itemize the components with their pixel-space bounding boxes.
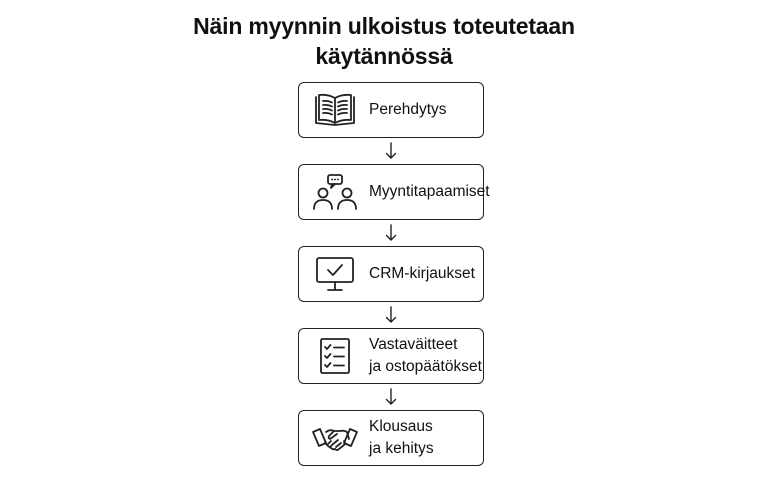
diagram-title-line-2: käytännössä [315, 43, 453, 69]
open-book-icon [311, 91, 359, 129]
step-perehdytys [298, 82, 484, 138]
monitor-checkmark-icon [311, 255, 359, 293]
arrow-down-icon [384, 306, 398, 324]
handshake-icon [311, 419, 359, 457]
step-label [369, 411, 434, 465]
step-label-line: ja ostopäätökset [369, 358, 482, 375]
meeting-people-icon [311, 173, 359, 211]
step-crm-kirjaukset [298, 246, 484, 302]
step-vastavaitteet [298, 328, 484, 384]
step-label-line: Perehdytys [369, 101, 447, 118]
step-label-line: Vastaväitteet [369, 336, 458, 353]
step-label [369, 165, 490, 219]
arrow-down-icon [384, 224, 398, 242]
step-label-line: ja kehitys [369, 440, 434, 457]
arrow-down-icon [384, 388, 398, 406]
diagram-title-line-1: Näin myynnin ulkoistus toteutetaan [193, 13, 575, 39]
step-label [369, 247, 475, 301]
step-label [369, 329, 482, 383]
step-label-line: Klousaus [369, 418, 433, 435]
step-myyntitapaamiset [298, 164, 490, 220]
step-klousaus [298, 410, 484, 466]
step-label [369, 83, 447, 137]
arrow-down-icon [384, 142, 398, 160]
checklist-icon [311, 337, 359, 375]
step-label-line: Myyntitapaamiset [369, 183, 490, 200]
step-label-line: CRM-kirjaukset [369, 265, 475, 282]
